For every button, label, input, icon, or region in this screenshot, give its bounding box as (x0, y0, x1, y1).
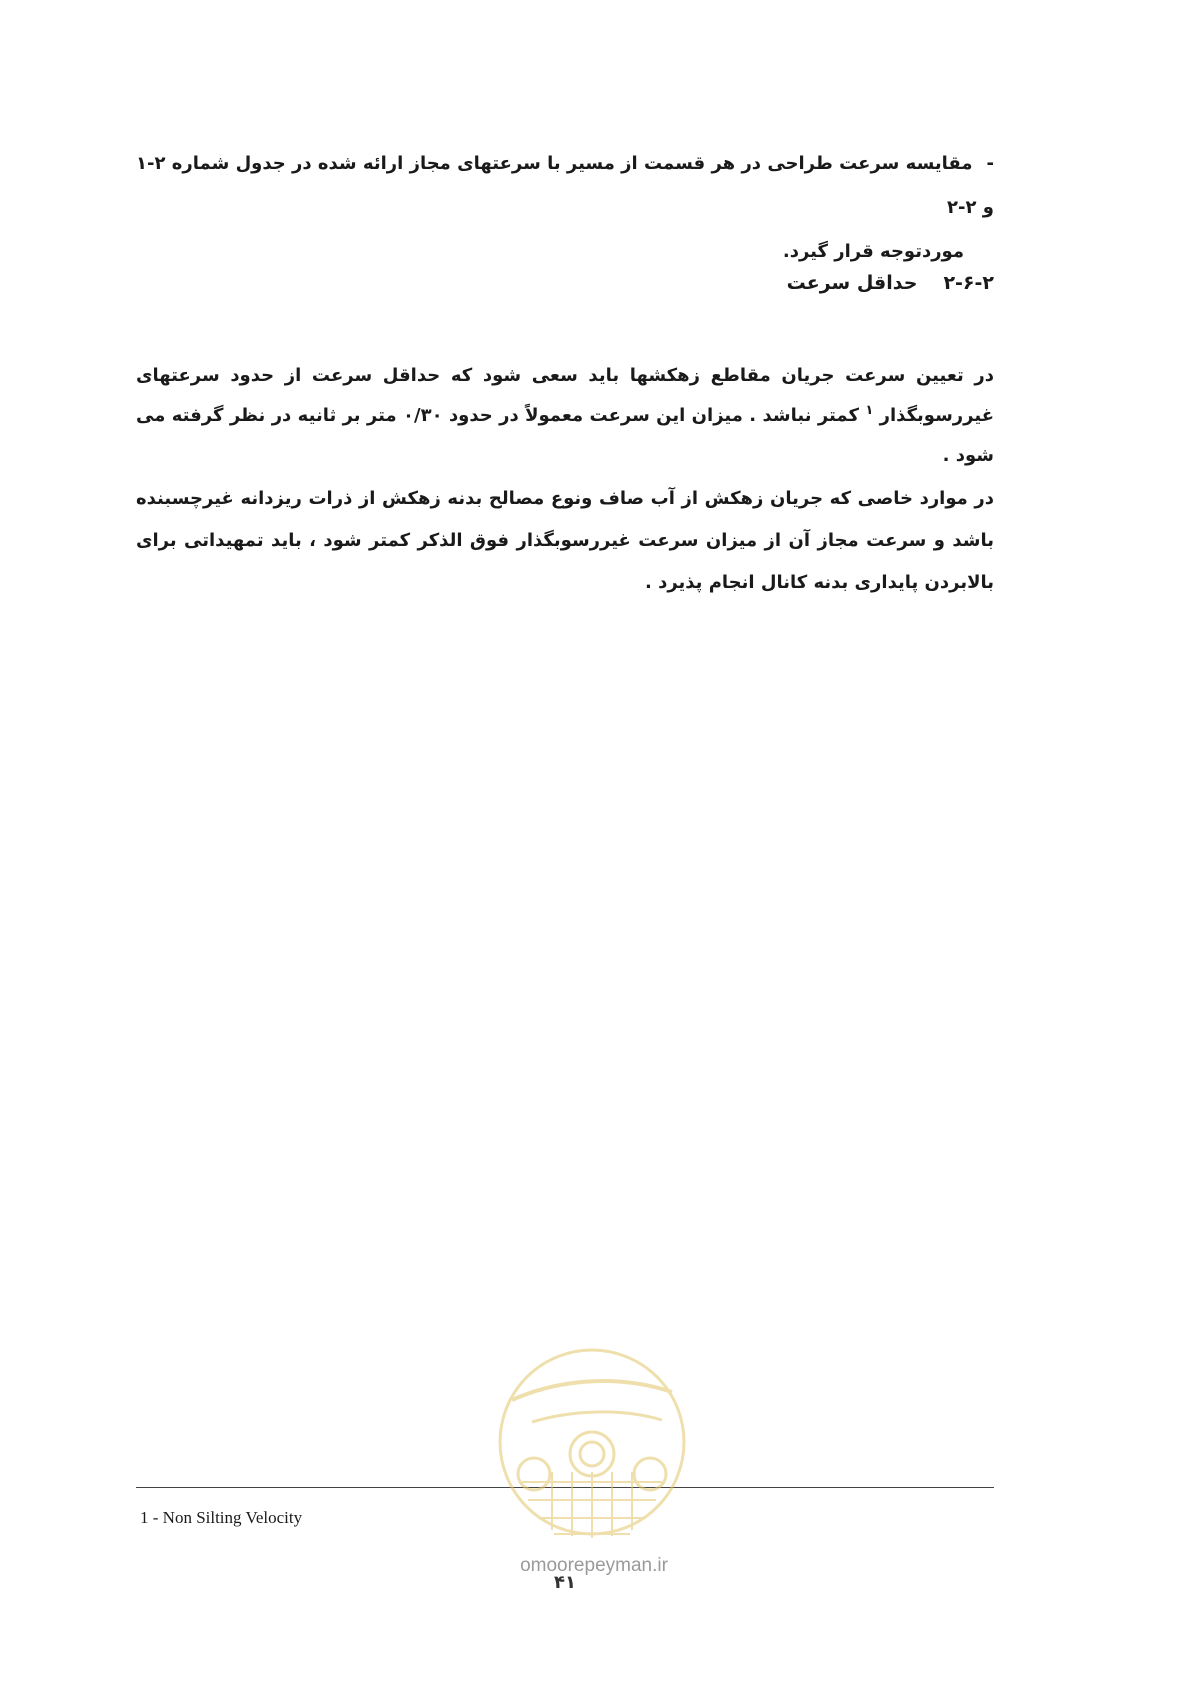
paragraph-special-cases (136, 478, 994, 604)
watermark-site: omoorepeyman.ir (520, 1555, 668, 1576)
bullet-line-2: موردتوجه قرار گیرد. (782, 241, 964, 262)
section-title: حداقل سرعت (786, 272, 918, 294)
bullet-line-1: مقایسه سرعت طراحی در هر قسمت از مسیر با سرعتهای مجاز ارائه شده در جدول شماره ۲-۱ و ۲-۲ (136, 153, 994, 218)
bullet-dash: - (986, 153, 994, 174)
watermark-logo (492, 1332, 692, 1572)
section-number: ۲-۶-۲ (943, 272, 994, 294)
paragraph-2-text: در موارد خاصی که جریان زهکش از آب صاف ونوع مصالح بدنه زهکش از ذرات ریزدانه غیرچسبنده باشد و سرعت مجاز آن از میزان سرعت غیررسوبگذار فوق الذکر کمتر شود ، باید تمهیداتی برای بالابردن پایداری بدنه کانال انجام پذیرد . (136, 488, 994, 593)
bullet-item (136, 142, 994, 274)
section-heading (136, 272, 994, 294)
footnote: 1 - Non Silting Velocity (140, 1508, 303, 1527)
paragraph-min-velocity (136, 356, 994, 476)
paragraph-1-text-b: کمتر نباشد . میزان این سرعت معمولاً در حدود ۰/۳۰ متر بر ثانیه در نظر گرفته می شود . (136, 405, 994, 466)
paragraph-1-text-a: در تعیین سرعت جریان مقاطع زهکشها باید سعی شود که حداقل سرعت از حدود سرعتهای غیررسوبگذار (136, 365, 994, 426)
page-number: ۴۱ (554, 1572, 576, 1593)
footnote-reference: ۱ (865, 403, 874, 418)
